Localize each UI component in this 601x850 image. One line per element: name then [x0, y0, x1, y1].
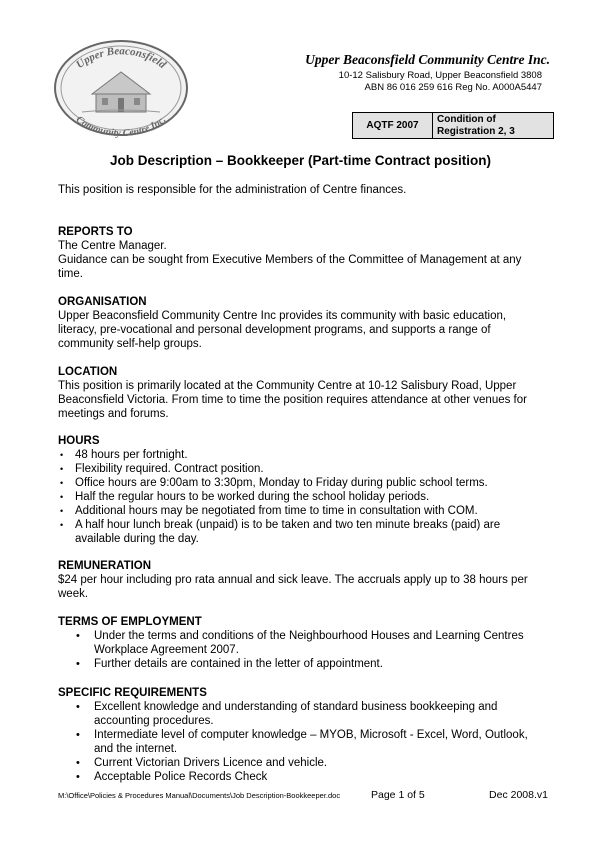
organisation-heading: ORGANISATION	[58, 296, 147, 308]
bullet-icon: •	[60, 478, 64, 488]
registration-condition	[433, 113, 553, 138]
list-item: • Half the regular hours to be worked during the school holiday periods.	[60, 491, 430, 503]
aqtf-label: AQTF 2007	[353, 113, 433, 138]
organisation-address: 10-12 Salisbury Road, Upper Beaconsfield 3808	[338, 70, 542, 81]
aqtf-table	[352, 112, 554, 139]
list-item: • Excellent knowledge and understanding of standard business bookkeeping and accounting procedures.	[76, 701, 498, 727]
logo-text-top: Upper Beaconsfield	[74, 45, 169, 72]
condition-line-2: Registration 2, 3	[437, 126, 515, 137]
document-title: Job Description – Bookkeeper (Part-time Contract position)	[109, 153, 492, 168]
list-item: • Acceptable Police Records Check	[76, 771, 268, 783]
remuneration-heading: REMUNERATION	[58, 560, 152, 572]
intro-text: This position is responsible for the administration of Centre finances.	[58, 184, 407, 196]
organisation-abn: ABN 86 016 259 616 Reg No. A000A5447	[364, 82, 542, 93]
bullet-icon: •	[60, 450, 64, 460]
list-item: • Under the terms and conditions of the Neighbourhood Houses and Learning Centres Workplace Agreement 2007.	[76, 630, 524, 656]
bullet-icon: •	[60, 506, 64, 516]
logo-text-bottom: Community Centre Inc.	[73, 114, 169, 138]
bullet-icon: •	[60, 492, 64, 502]
list-item: • Additional hours may be negotiated from time to time in consultation with COM.	[60, 505, 478, 517]
condition-line-1: Condition of	[437, 114, 496, 125]
footer-page-number: Page 1 of 5	[371, 789, 425, 801]
hours-heading: HOURS	[58, 435, 100, 447]
reports-to-heading: REPORTS TO	[58, 226, 133, 238]
requirements-heading: SPECIFIC REQUIREMENTS	[58, 687, 207, 699]
footer-version: Dec 2008.v1	[489, 789, 548, 801]
list-item: • Flexibility required. Contract position.	[60, 463, 264, 475]
list-item: • Intermediate level of computer knowledge – MYOB, Microsoft - Excel, Word, Outlook, and the internet.	[76, 729, 528, 755]
organisation-text: Upper Beaconsfield Community Centre Inc provides its community with basic education, literacy, pre-vocational and personal development programs, and supports a range of community self-help groups.	[58, 310, 507, 350]
bullet-icon: •	[76, 771, 80, 783]
remuneration-text: $24 per hour including pro rata annual and sick leave. The accruals apply up to 38 hours per week.	[58, 574, 528, 600]
list-item: • 48 hours per fortnight.	[60, 449, 188, 461]
list-item: • Office hours are 9:00am to 3:30pm, Monday to Friday during public school terms.	[60, 477, 488, 489]
hours-list	[58, 448, 548, 546]
terms-heading: TERMS OF EMPLOYMENT	[58, 616, 202, 628]
bullet-icon: •	[76, 757, 80, 769]
bullet-icon: •	[60, 520, 64, 530]
list-item: • Current Victorian Drivers Licence and vehicle.	[76, 757, 328, 769]
bullet-icon: •	[76, 701, 80, 713]
requirements-list	[76, 700, 546, 784]
location-text: This position is primarily located at the Community Centre at 10-12 Salisbury Road, Upper Beaconsfield Victoria. From time to time the position requires attendance at other venues for meetings and forums.	[58, 380, 527, 420]
reports-to-line-2: Guidance can be sought from Executive Members of the Committee of Management at any time.	[58, 254, 522, 280]
list-item: • A half hour lunch break (unpaid) is to be taken and two ten minute breaks (paid) are available during the day.	[60, 519, 501, 545]
bullet-icon: •	[76, 658, 80, 670]
terms-list	[76, 629, 546, 671]
footer-file-path: M:\Office\Policies & Procedures Manual\Documents\Job Description-Bookkeeper.doc	[58, 791, 341, 800]
organisation-name: Upper Beaconsfield Community Centre Inc.	[305, 52, 550, 67]
bullet-icon: •	[76, 729, 80, 741]
reports-to-line-1: The Centre Manager.	[58, 240, 167, 252]
list-item: • Further details are contained in the letter of appointment.	[76, 658, 383, 670]
bullet-icon: •	[60, 464, 64, 474]
community-centre-logo	[52, 38, 190, 138]
bullet-icon: •	[76, 630, 80, 642]
location-heading: LOCATION	[58, 366, 118, 378]
